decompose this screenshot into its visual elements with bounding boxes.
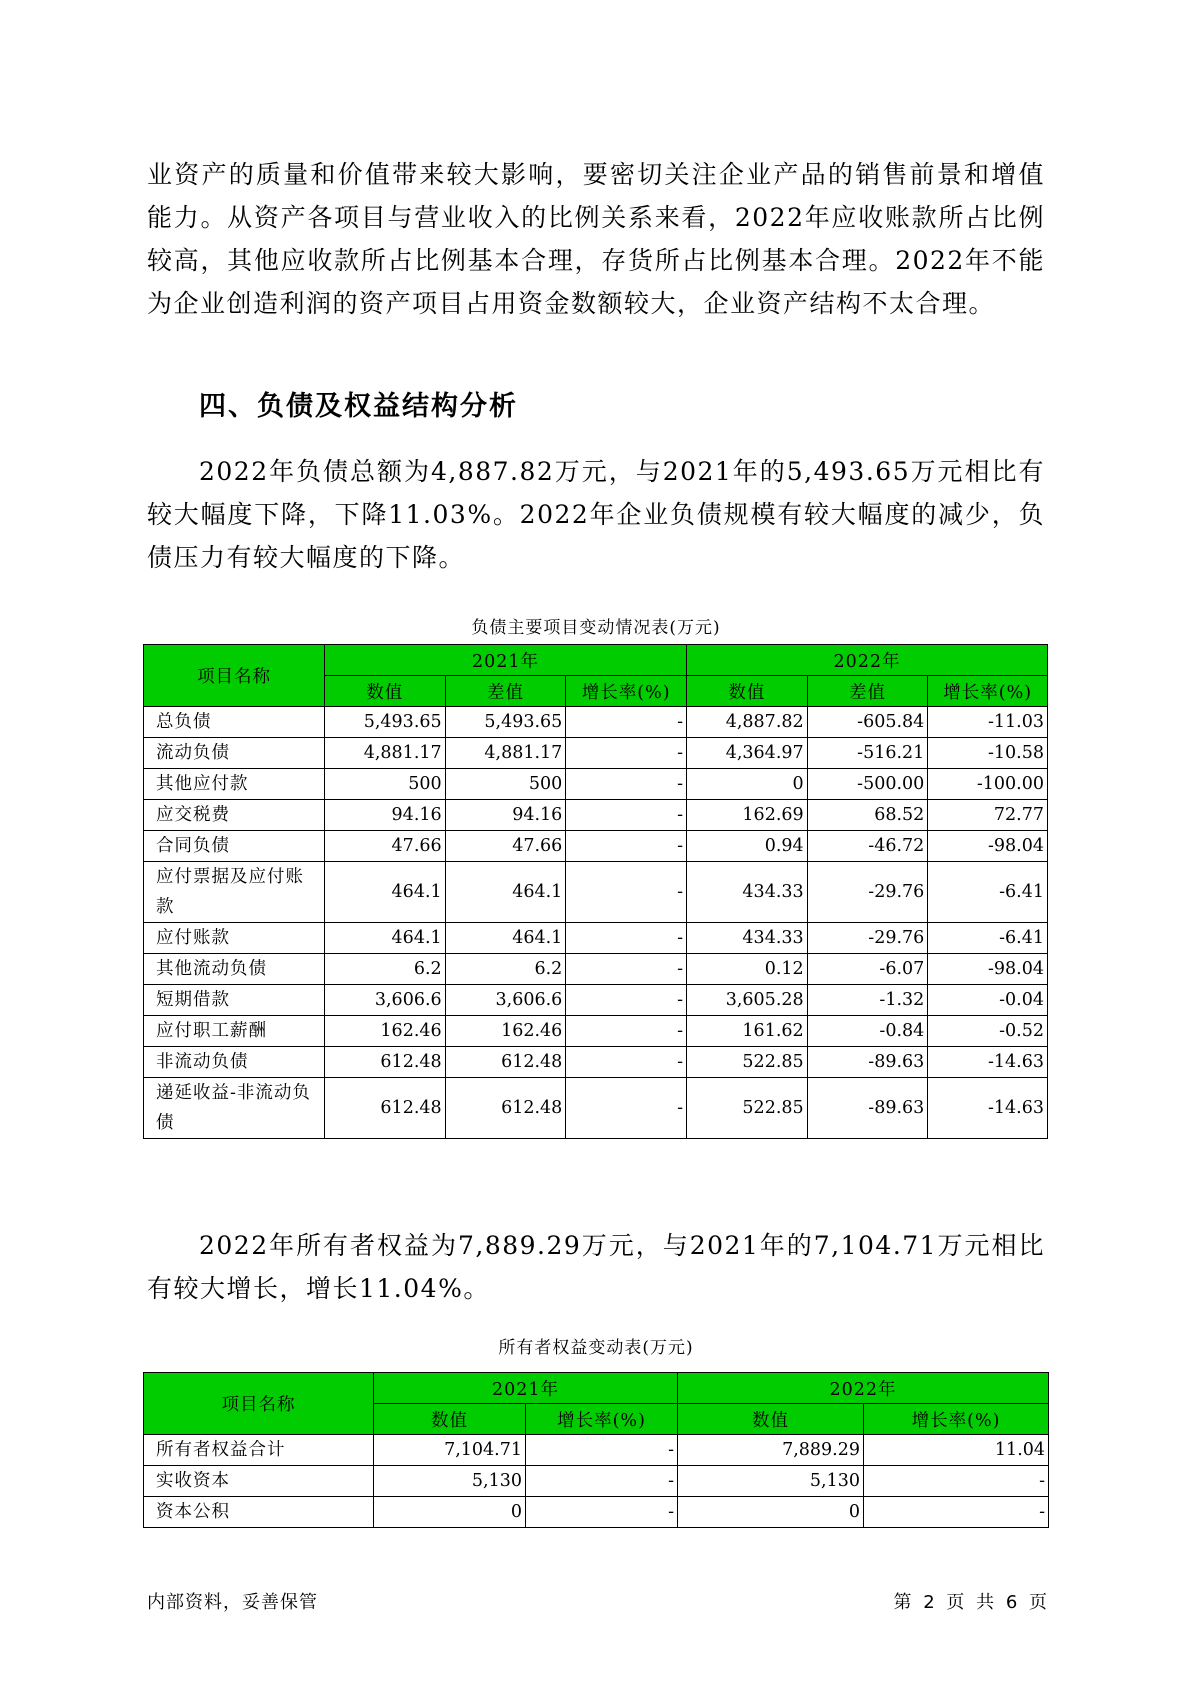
cell-rate-2022: -98.04 [928, 954, 1048, 985]
header-rate-2022: 增长率(%) [928, 676, 1048, 707]
cell-diff-2021: 464.1 [445, 862, 566, 923]
header-rate-2021: 增长率(%) [526, 1404, 678, 1435]
cell-diff-2022: -29.76 [807, 862, 928, 923]
cell-diff-2022: -89.63 [807, 1047, 928, 1078]
cell-item-name: 其他流动负债 [144, 954, 325, 985]
header-value-2022: 数值 [678, 1404, 864, 1435]
cell-value-2021: 5,130 [374, 1466, 526, 1497]
equity-table [143, 1372, 1049, 1528]
cell-diff-2021: 3,606.6 [445, 985, 566, 1016]
cell-rate-2022: -0.04 [928, 985, 1048, 1016]
section-heading: 四、负债及权益结构分析 [199, 391, 518, 422]
cell-value-2022: 0.12 [687, 954, 808, 985]
cell-rate-2021: - [566, 985, 687, 1016]
paragraph-equity: 2022年所有者权益为7,889.29万元，与2021年的7,104.71万元相比有较大增长，增长11.04%。 [147, 1231, 1045, 1303]
cell-diff-2021: 6.2 [445, 954, 566, 985]
header-value-2022: 数值 [687, 676, 808, 707]
cell-item-name: 总负债 [144, 707, 325, 738]
footer-confidential-note: 内部资料，妥善保管 [147, 1592, 318, 1613]
cell-diff-2022: -46.72 [807, 831, 928, 862]
cell-diff-2021: 47.66 [445, 831, 566, 862]
cell-value-2021: 7,104.71 [374, 1435, 526, 1466]
cell-value-2021: 4,881.17 [325, 738, 446, 769]
header-year-2021: 2021年 [325, 645, 687, 676]
table-row [144, 954, 1048, 985]
table-row [144, 831, 1048, 862]
cell-rate-2021: - [566, 923, 687, 954]
cell-diff-2021: 500 [445, 769, 566, 800]
header-item-name: 项目名称 [144, 645, 325, 707]
cell-diff-2022: -500.00 [807, 769, 928, 800]
cell-rate-2022: 11.04 [864, 1435, 1049, 1466]
header-item-name: 项目名称 [144, 1373, 374, 1435]
cell-value-2022: 0.94 [687, 831, 808, 862]
table-row [144, 1435, 1049, 1466]
table-row [144, 1078, 1048, 1139]
cell-item-name: 流动负债 [144, 738, 325, 769]
cell-rate-2021: - [566, 954, 687, 985]
cell-rate-2022: -6.41 [928, 862, 1048, 923]
cell-rate-2022: -14.63 [928, 1047, 1048, 1078]
cell-value-2021: 47.66 [325, 831, 446, 862]
cell-rate-2022: - [864, 1466, 1049, 1497]
cell-diff-2021: 464.1 [445, 923, 566, 954]
header-rate-2021: 增长率(%) [566, 676, 687, 707]
table-row [144, 769, 1048, 800]
cell-value-2022: 162.69 [687, 800, 808, 831]
cell-value-2022: 3,605.28 [687, 985, 808, 1016]
table-row [144, 1466, 1049, 1497]
cell-value-2021: 3,606.6 [325, 985, 446, 1016]
cell-value-2022: 0 [678, 1497, 864, 1528]
cell-item-name: 合同负债 [144, 831, 325, 862]
cell-item-name: 其他应付款 [144, 769, 325, 800]
cell-value-2021: 612.48 [325, 1078, 446, 1139]
table-row [144, 985, 1048, 1016]
cell-item-name: 实收资本 [144, 1466, 374, 1497]
cell-diff-2022: -89.63 [807, 1078, 928, 1139]
cell-diff-2022: 68.52 [807, 800, 928, 831]
cell-rate-2022: 72.77 [928, 800, 1048, 831]
cell-value-2022: 4,364.97 [687, 738, 808, 769]
table-row [144, 738, 1048, 769]
cell-value-2021: 6.2 [325, 954, 446, 985]
table-caption-equity: 所有者权益变动表(万元) [498, 1338, 694, 1358]
cell-diff-2021: 5,493.65 [445, 707, 566, 738]
cell-rate-2021: - [566, 800, 687, 831]
header-year-2021: 2021年 [374, 1373, 678, 1404]
cell-diff-2022: -1.32 [807, 985, 928, 1016]
cell-item-name: 递延收益-非流动负债 [144, 1078, 325, 1139]
cell-value-2022: 0 [687, 769, 808, 800]
cell-diff-2022: -605.84 [807, 707, 928, 738]
cell-rate-2021: - [526, 1435, 678, 1466]
cell-diff-2021: 94.16 [445, 800, 566, 831]
cell-rate-2021: - [566, 862, 687, 923]
cell-item-name: 非流动负债 [144, 1047, 325, 1078]
cell-diff-2021: 4,881.17 [445, 738, 566, 769]
cell-rate-2021: - [566, 769, 687, 800]
cell-item-name: 应交税费 [144, 800, 325, 831]
header-diff-2021: 差值 [445, 676, 566, 707]
cell-value-2021: 464.1 [325, 862, 446, 923]
cell-rate-2021: - [566, 1078, 687, 1139]
header-rate-2022: 增长率(%) [864, 1404, 1049, 1435]
cell-value-2022: 434.33 [687, 923, 808, 954]
cell-diff-2022: -0.84 [807, 1016, 928, 1047]
cell-value-2021: 0 [374, 1497, 526, 1528]
cell-value-2021: 612.48 [325, 1047, 446, 1078]
cell-rate-2022: -98.04 [928, 831, 1048, 862]
cell-value-2022: 5,130 [678, 1466, 864, 1497]
cell-value-2022: 161.62 [687, 1016, 808, 1047]
cell-item-name: 所有者权益合计 [144, 1435, 374, 1466]
cell-rate-2022: -6.41 [928, 923, 1048, 954]
cell-value-2022: 4,887.82 [687, 707, 808, 738]
cell-item-name: 应付职工薪酬 [144, 1016, 325, 1047]
header-value-2021: 数值 [325, 676, 446, 707]
table-row [144, 862, 1048, 923]
cell-value-2022: 434.33 [687, 862, 808, 923]
cell-rate-2021: - [566, 738, 687, 769]
header-year-2022: 2022年 [678, 1373, 1049, 1404]
table-row [144, 1047, 1048, 1078]
table-row [144, 1497, 1049, 1528]
cell-rate-2021: - [566, 1016, 687, 1047]
cell-diff-2021: 612.48 [445, 1078, 566, 1139]
cell-value-2021: 94.16 [325, 800, 446, 831]
paragraph-liabilities: 2022年负债总额为4,887.82万元，与2021年的5,493.65万元相比有较大幅度下降，下降11.03%。2022年企业负债规模有较大幅度的减少，负债压力有较大幅度的下降。 [147, 457, 1045, 572]
cell-rate-2021: - [526, 1466, 678, 1497]
cell-value-2022: 522.85 [687, 1078, 808, 1139]
header-diff-2022: 差值 [807, 676, 928, 707]
cell-rate-2022: - [864, 1497, 1049, 1528]
cell-item-name: 应付票据及应付账款 [144, 862, 325, 923]
table-row [144, 707, 1048, 738]
liabilities-table [143, 644, 1048, 1139]
cell-value-2021: 464.1 [325, 923, 446, 954]
cell-diff-2022: -516.21 [807, 738, 928, 769]
cell-diff-2021: 162.46 [445, 1016, 566, 1047]
table-row [144, 923, 1048, 954]
cell-item-name: 资本公积 [144, 1497, 374, 1528]
paragraph-asset-structure: 业资产的质量和价值带来较大影响，要密切关注企业产品的销售前景和增值能力。从资产各项目与营业收入的比例关系来看，2022年应收账款所占比例较高，其他应收款所占比例基本合理，存货所占比例基本合理。2022年不能为企业创造利润的资产项目占用资金数额较大，企业资产结构不太合理。 [147, 160, 1045, 318]
cell-item-name: 短期借款 [144, 985, 325, 1016]
cell-rate-2022: -11.03 [928, 707, 1048, 738]
cell-rate-2022: -0.52 [928, 1016, 1048, 1047]
table-row [144, 1016, 1048, 1047]
cell-item-name: 应付账款 [144, 923, 325, 954]
cell-rate-2021: - [526, 1497, 678, 1528]
header-value-2021: 数值 [374, 1404, 526, 1435]
cell-value-2022: 7,889.29 [678, 1435, 864, 1466]
cell-rate-2021: - [566, 707, 687, 738]
cell-value-2021: 162.46 [325, 1016, 446, 1047]
header-year-2022: 2022年 [687, 645, 1048, 676]
cell-rate-2022: -14.63 [928, 1078, 1048, 1139]
table-row [144, 800, 1048, 831]
cell-diff-2022: -6.07 [807, 954, 928, 985]
cell-rate-2021: - [566, 1047, 687, 1078]
cell-rate-2022: -10.58 [928, 738, 1048, 769]
cell-value-2021: 500 [325, 769, 446, 800]
footer-page-number: 第 2 页 共 6 页 [893, 1592, 1048, 1613]
cell-rate-2021: - [566, 831, 687, 862]
cell-value-2021: 5,493.65 [325, 707, 446, 738]
cell-rate-2022: -100.00 [928, 769, 1048, 800]
cell-diff-2022: -29.76 [807, 923, 928, 954]
cell-value-2022: 522.85 [687, 1047, 808, 1078]
cell-diff-2021: 612.48 [445, 1047, 566, 1078]
table-caption-liabilities: 负债主要项目变动情况表(万元) [471, 618, 721, 638]
